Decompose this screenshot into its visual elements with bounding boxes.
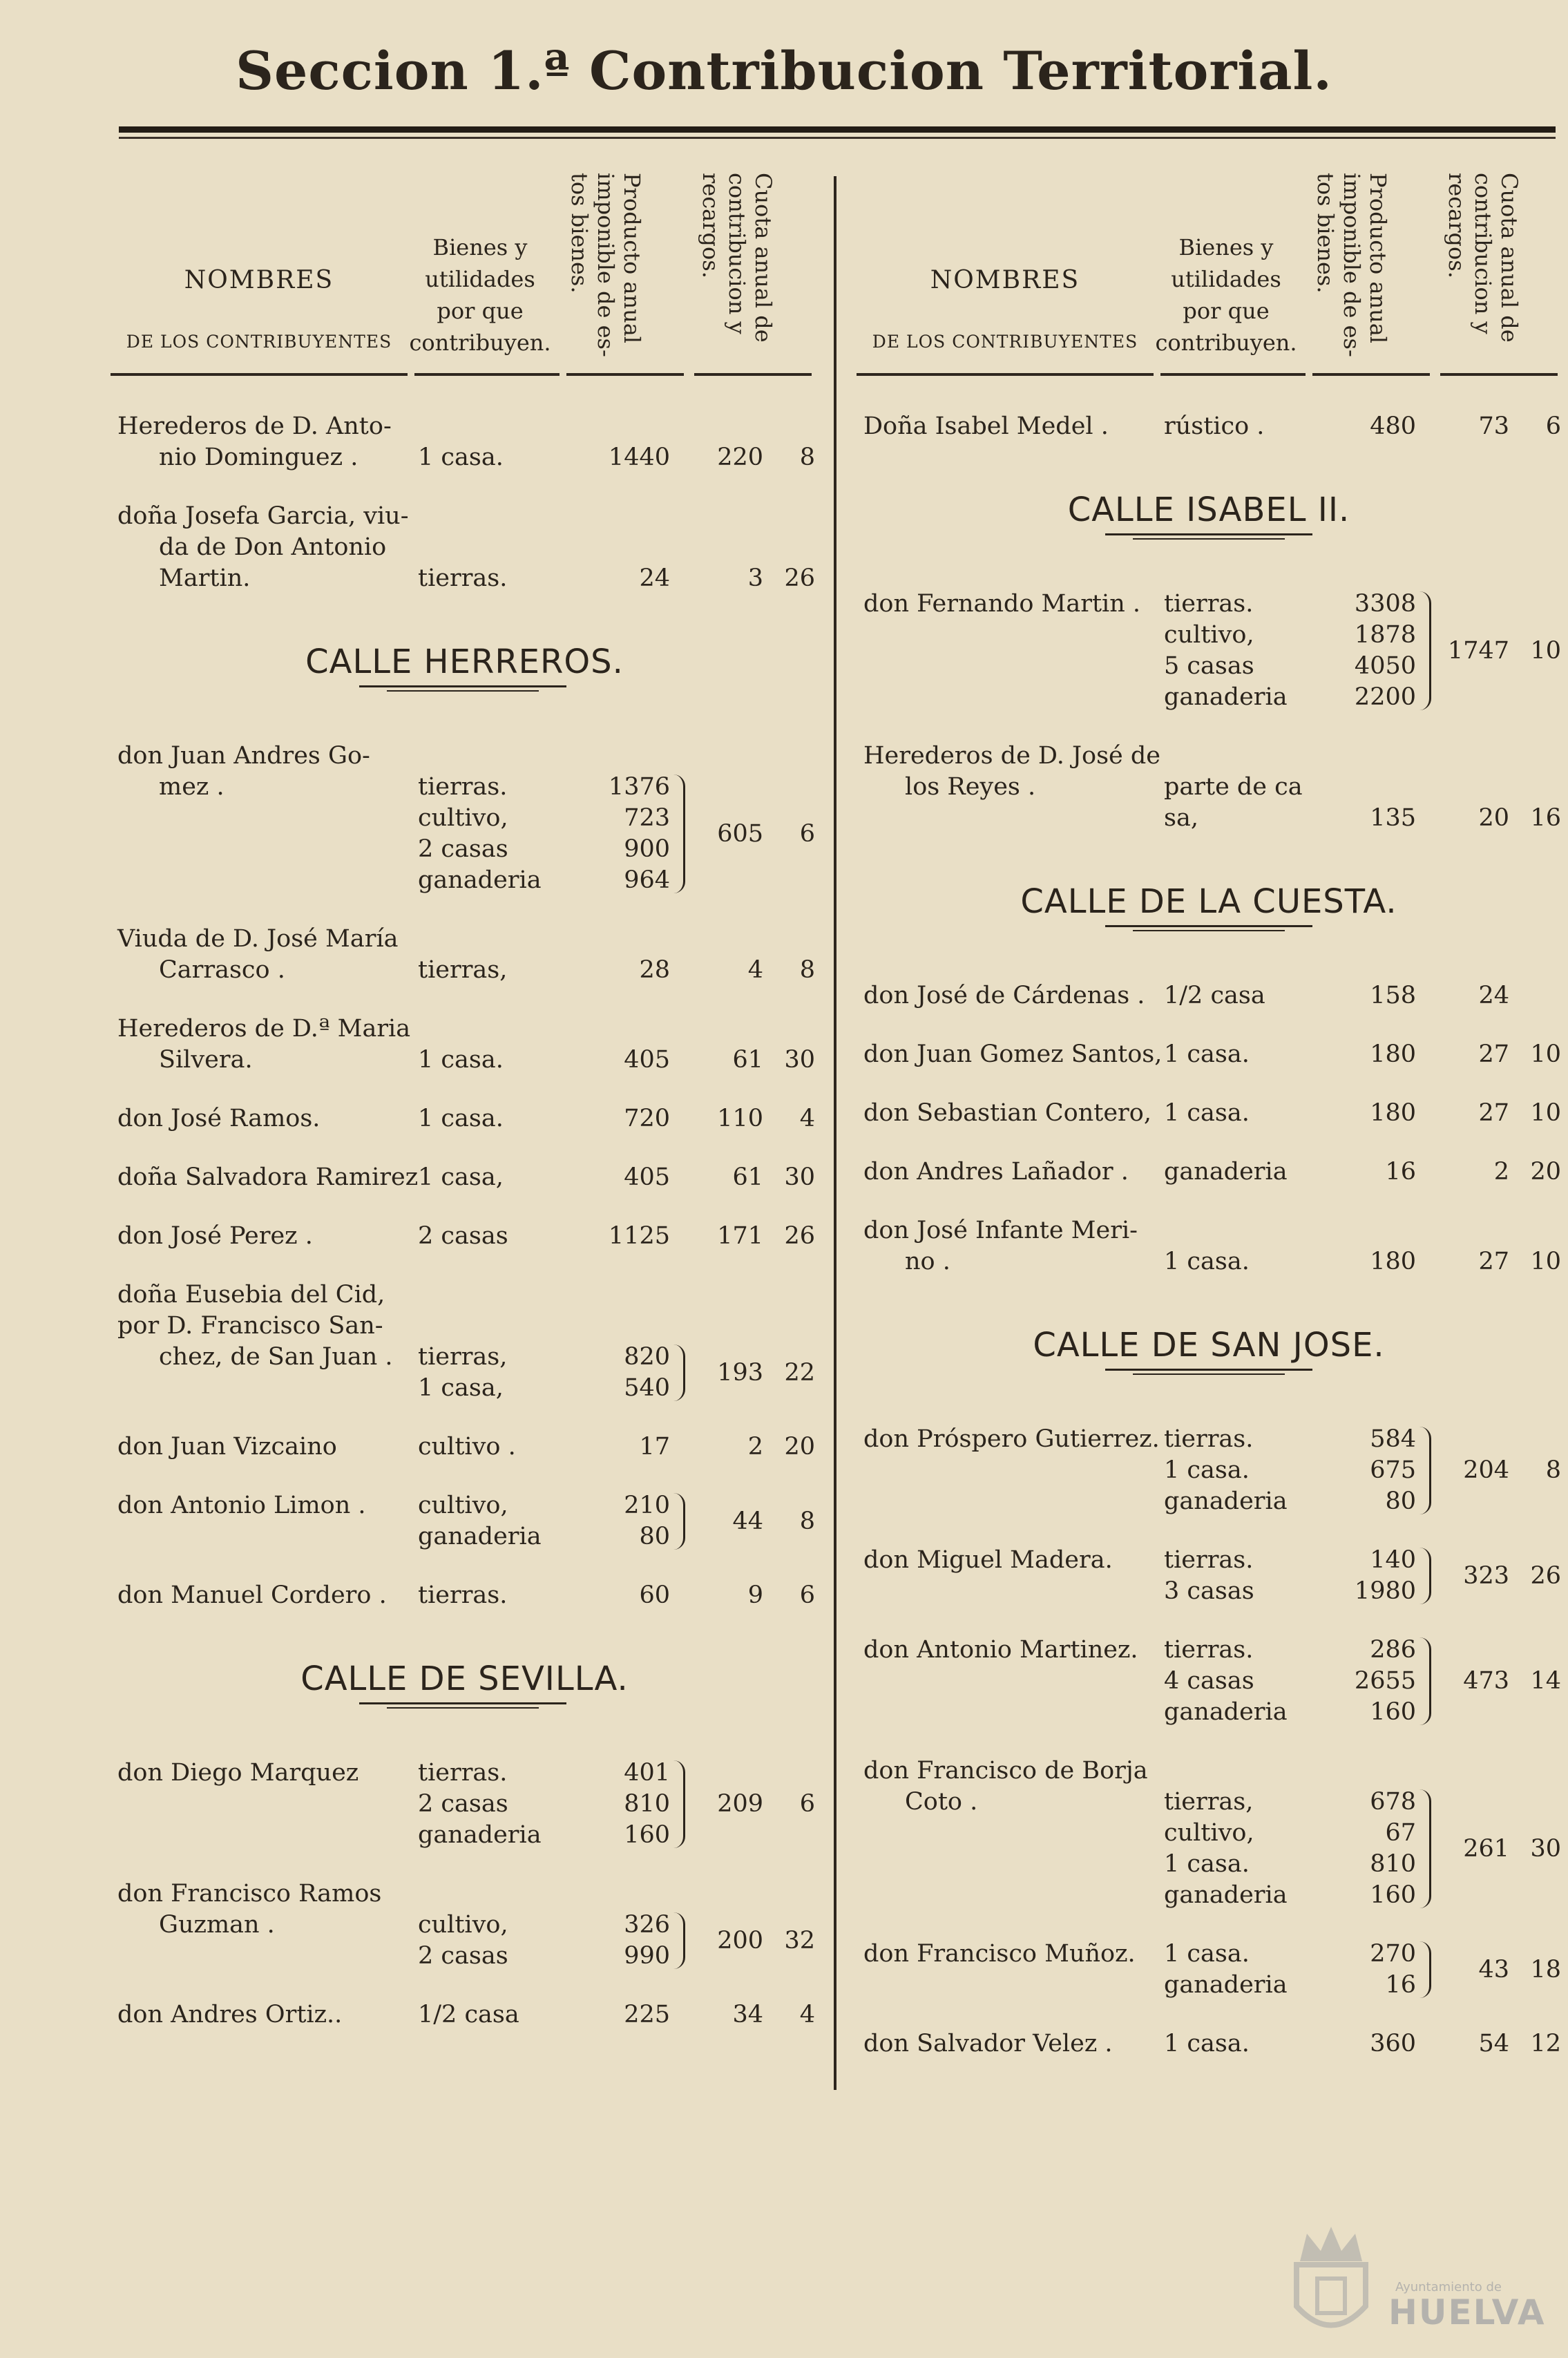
grouping-brace <box>1419 1548 1431 1604</box>
contributor-name-line: don Antonio Martinez. <box>863 1636 1138 1664</box>
contributor-name-line: nio Dominguez . <box>159 444 358 471</box>
street-rule <box>387 690 539 692</box>
producto-value: 180 <box>1370 1099 1416 1127</box>
contributor-name-line: Martin. <box>159 564 251 592</box>
cuota-value: 73 <box>1478 412 1509 440</box>
cuota-value: 34 <box>732 2001 763 2028</box>
contributor-name-line: doña Eusebia del Cid, <box>117 1281 385 1309</box>
street-heading: CALLE ISABEL II. <box>1067 491 1350 529</box>
producto-value: 584 <box>1370 1425 1416 1453</box>
goods-label: ganaderia <box>418 1523 542 1550</box>
cuota-cents: 30 <box>784 1046 815 1074</box>
contributor-name-line: Herederos de D.ª Maria <box>117 1015 411 1043</box>
producto-value: 820 <box>624 1343 670 1371</box>
producto-value: 3308 <box>1354 590 1416 618</box>
producto-value: 2200 <box>1354 683 1416 711</box>
goods-label: 1/2 casa <box>418 2001 519 2028</box>
producto-value: 210 <box>624 1492 670 1519</box>
goods-label: tierras. <box>1164 590 1254 618</box>
goods-label: ganaderia <box>1164 1698 1288 1726</box>
street-heading: CALLE DE SAN JOSE. <box>1033 1326 1385 1365</box>
cuota-value: 4 <box>747 956 763 984</box>
goods-label: ganaderia <box>1164 1881 1288 1909</box>
producto-value: 24 <box>639 564 670 592</box>
cuota-value: 1747 <box>1447 636 1509 665</box>
cuota-cents: 8 <box>799 956 815 984</box>
producto-value: 900 <box>624 835 670 863</box>
cuota-cents: 4 <box>799 1105 815 1132</box>
contributor-name-line: don Salvador Velez . <box>863 2030 1113 2057</box>
cuota-value: 2 <box>747 1433 763 1461</box>
goods-label: sa, <box>1164 804 1198 832</box>
cuota-value: 323 <box>1463 1561 1509 1590</box>
contributor-name-line: don José Perez . <box>117 1222 313 1250</box>
contributor-name-line: don Juan Vizcaino <box>117 1433 337 1461</box>
header-rule <box>414 373 560 376</box>
contributor-name-line: don Próspero Gutierrez. <box>863 1425 1160 1453</box>
producto-value: 80 <box>639 1523 670 1550</box>
goods-label: 4 casas <box>1164 1667 1254 1695</box>
producto-value: 1376 <box>608 773 670 801</box>
goods-label: 5 casas <box>1164 652 1254 680</box>
street-heading: CALLE DE LA CUESTA. <box>1020 882 1397 921</box>
cuota-cents: 6 <box>799 1581 815 1609</box>
street-rule <box>1105 1369 1312 1371</box>
cuota-value: 171 <box>717 1222 763 1250</box>
header-rule <box>566 373 684 376</box>
cuota-value: 473 <box>1463 1667 1509 1695</box>
contributor-name-line: Viuda de D. José María <box>117 925 399 953</box>
goods-label: tierras. <box>418 1581 508 1609</box>
street-rule <box>1105 925 1312 927</box>
cuota-cents: 30 <box>1530 1834 1561 1863</box>
header-rule <box>1312 373 1430 376</box>
goods-label: parte de ca <box>1164 773 1303 801</box>
goods-label: ganaderia <box>1164 1487 1288 1515</box>
goods-label: 1 casa. <box>1164 2030 1250 2057</box>
goods-label: cultivo . <box>418 1433 516 1461</box>
cuota-cents: 26 <box>784 564 815 592</box>
cuota-cents: 6 <box>799 819 815 848</box>
goods-label: 2 casas <box>418 835 508 863</box>
goods-label: ganaderia <box>1164 683 1288 711</box>
goods-label: ganaderia <box>1164 1158 1288 1186</box>
header-nombres-sub: DE LOS CONTRIBUYENTES <box>872 332 1138 352</box>
contributor-name-line: don Fernando Martin . <box>863 590 1140 618</box>
grouping-brace <box>1419 591 1431 710</box>
producto-value: 225 <box>624 2001 670 2028</box>
cuota-value: 44 <box>732 1507 763 1535</box>
goods-label: tierras. <box>418 773 508 801</box>
producto-value: 401 <box>624 1759 670 1787</box>
street-rule <box>1105 533 1312 535</box>
goods-label: 1 casa. <box>1164 1940 1250 1968</box>
contributor-name-line: los Reyes . <box>905 773 1036 801</box>
street-heading: CALLE HERREROS. <box>305 643 624 681</box>
cuota-value: 27 <box>1478 1040 1509 1068</box>
producto-value: 17 <box>639 1433 670 1461</box>
street-rule <box>387 1707 539 1709</box>
goods-label: tierras, <box>418 1343 508 1371</box>
cuota-cents: 8 <box>799 444 815 471</box>
street-rule <box>1133 930 1285 931</box>
contributor-name-line: Silvera. <box>159 1046 253 1074</box>
producto-value: 405 <box>624 1163 670 1191</box>
cuota-cents: 10 <box>1530 1040 1561 1068</box>
cuota-value: 204 <box>1463 1456 1509 1484</box>
title-rule-thin <box>119 137 1556 139</box>
goods-label: tierras, <box>1164 1788 1254 1816</box>
watermark-text: HUELVA <box>1388 2292 1546 2332</box>
contributor-name-line: mez . <box>159 773 224 801</box>
cuota-value: 9 <box>747 1581 763 1609</box>
street-rule <box>1133 538 1285 540</box>
goods-label: 2 casas <box>418 1790 508 1818</box>
city-crest-icon <box>1286 2223 1376 2344</box>
header-rule <box>1160 373 1306 376</box>
goods-label: 1 casa, <box>418 1163 504 1191</box>
contributor-name-line: don Francisco Muñoz. <box>863 1940 1136 1968</box>
producto-value: 810 <box>624 1790 670 1818</box>
producto-value: 678 <box>1370 1788 1416 1816</box>
contributor-name-line: don José de Cárdenas . <box>863 982 1145 1009</box>
cuota-cents: 16 <box>1530 804 1561 832</box>
contributor-name-line: Herederos de D. Anto- <box>117 412 392 440</box>
grouping-brace <box>673 1344 685 1401</box>
cuota-value: 27 <box>1478 1248 1509 1275</box>
contributor-name-line: don Antonio Limon . <box>117 1492 366 1519</box>
contributor-name-line: doña Salvadora Ramirez <box>117 1163 419 1191</box>
goods-label: cultivo, <box>418 1492 508 1519</box>
street-heading: CALLE DE SEVILLA. <box>300 1660 629 1698</box>
header-producto: Producto anual imponible de es-tos bienes. <box>566 173 645 357</box>
grouping-brace <box>673 1912 685 1969</box>
cuota-cents: 26 <box>784 1222 815 1250</box>
goods-label: 1 casa. <box>1164 1850 1250 1878</box>
producto-value: 540 <box>624 1374 670 1402</box>
producto-value: 405 <box>624 1046 670 1074</box>
goods-label: 1 casa. <box>418 444 504 471</box>
cuota-value: 605 <box>717 819 763 848</box>
producto-value: 480 <box>1370 412 1416 440</box>
cuota-cents: 6 <box>799 1790 815 1818</box>
contributor-name-line: no . <box>905 1248 950 1275</box>
cuota-cents: 10 <box>1530 1099 1561 1127</box>
producto-value: 16 <box>1385 1158 1416 1186</box>
contributor-name-line: Guzman . <box>159 1911 275 1939</box>
producto-value: 158 <box>1370 982 1416 1009</box>
producto-value: 286 <box>1370 1636 1416 1664</box>
right-column <box>857 159 1561 2093</box>
goods-label: 1 casa. <box>418 1046 504 1074</box>
goods-label: 1 casa. <box>1164 1456 1250 1484</box>
producto-value: 80 <box>1385 1487 1416 1515</box>
producto-value: 990 <box>624 1942 670 1970</box>
producto-value: 326 <box>624 1911 670 1939</box>
contributor-name-line: don Miguel Madera. <box>863 1546 1113 1574</box>
contributor-name-line: don José Ramos. <box>117 1105 321 1132</box>
contributor-name-line: don Francisco de Borja <box>863 1757 1148 1785</box>
grouping-brace <box>1419 1789 1431 1908</box>
goods-label: tierras. <box>1164 1425 1254 1453</box>
producto-value: 160 <box>1370 1881 1416 1909</box>
contributor-name-line: Coto . <box>905 1788 978 1816</box>
cuota-value: 43 <box>1478 1955 1509 1984</box>
grouping-brace <box>673 774 685 893</box>
contributor-name-line: don Francisco Ramos <box>117 1880 382 1908</box>
producto-value: 270 <box>1370 1940 1416 1968</box>
cuota-cents: 22 <box>784 1358 815 1387</box>
producto-value: 810 <box>1370 1850 1416 1878</box>
goods-label: tierras. <box>418 564 508 592</box>
cuota-cents: 6 <box>1545 412 1561 440</box>
cuota-value: 193 <box>717 1358 763 1387</box>
header-nombres: NOMBRES <box>930 266 1080 294</box>
header-nombres: NOMBRES <box>184 266 334 294</box>
contributor-name-line: Carrasco . <box>159 956 285 984</box>
producto-value: 140 <box>1370 1546 1416 1574</box>
goods-label: tierras. <box>1164 1636 1254 1664</box>
header-bienes: Bienes y utilidades por que contribuyen. <box>1155 234 1297 356</box>
goods-label: rústico . <box>1164 412 1265 440</box>
producto-value: 723 <box>624 804 670 832</box>
cuota-cents: 8 <box>1545 1456 1561 1484</box>
cuota-cents: 32 <box>784 1926 815 1955</box>
title-rule <box>119 126 1556 133</box>
cuota-value: 209 <box>717 1790 763 1818</box>
watermark-sub: Ayuntamiento de <box>1395 2280 1502 2294</box>
goods-label: ganaderia <box>418 866 542 894</box>
cuota-value: 24 <box>1478 982 1509 1009</box>
header-bienes: Bienes y utilidades por que contribuyen. <box>409 234 551 356</box>
goods-label: 1 casa. <box>1164 1040 1250 1068</box>
header-rule <box>857 373 1154 376</box>
cuota-value: 200 <box>717 1926 763 1955</box>
contributor-name-line: por D. Francisco San- <box>117 1312 383 1340</box>
goods-label: cultivo, <box>1164 1819 1254 1847</box>
goods-label: cultivo, <box>1164 621 1254 649</box>
grouping-brace <box>1419 1941 1431 1998</box>
cuota-cents: 18 <box>1530 1955 1561 1984</box>
contributor-name-line: chez, de San Juan . <box>159 1343 393 1371</box>
grouping-brace <box>673 1493 685 1550</box>
cuota-cents: 8 <box>799 1507 815 1535</box>
cuota-cents: 20 <box>1530 1158 1561 1186</box>
goods-label: 1 casa. <box>418 1105 504 1132</box>
contributor-name-line: don Andres Ortiz.. <box>117 2001 343 2028</box>
page-title: Seccion 1.ª Contribucion Territorial. <box>236 40 1332 102</box>
contributor-name-line: Herederos de D. José de <box>863 742 1161 770</box>
producto-value: 16 <box>1385 1971 1416 1999</box>
cuota-value: 27 <box>1478 1099 1509 1127</box>
cuota-cents: 20 <box>784 1433 815 1461</box>
header-rule <box>111 373 408 376</box>
cuota-cents: 12 <box>1530 2030 1561 2057</box>
contributor-name-line: don Diego Marquez <box>117 1759 359 1787</box>
producto-value: 60 <box>639 1581 670 1609</box>
column-header <box>111 159 819 380</box>
producto-value: 2655 <box>1354 1667 1416 1695</box>
column-header <box>857 159 1561 380</box>
goods-label: 1 casa. <box>1164 1248 1250 1275</box>
producto-value: 135 <box>1370 804 1416 832</box>
producto-value: 28 <box>639 956 670 984</box>
producto-value: 1125 <box>608 1222 670 1250</box>
producto-value: 160 <box>624 1821 670 1849</box>
cuota-cents: 10 <box>1530 1248 1561 1275</box>
header-cuota: Cuota anual de contribucion y recargos. <box>698 173 776 343</box>
cuota-cents: 4 <box>799 2001 815 2028</box>
goods-label: tierras. <box>1164 1546 1254 1574</box>
contributor-name-line: don Juan Andres Go- <box>117 742 370 770</box>
contributor-name-line: don Manuel Cordero . <box>117 1581 387 1609</box>
street-rule <box>359 685 566 687</box>
grouping-brace <box>1419 1637 1431 1725</box>
header-nombres-sub: DE LOS CONTRIBUYENTES <box>126 332 392 352</box>
goods-label: cultivo, <box>418 804 508 832</box>
street-rule <box>1133 1373 1285 1375</box>
contributor-name-line: don José Infante Meri- <box>863 1217 1138 1244</box>
cuota-value: 61 <box>732 1046 763 1074</box>
goods-label: 2 casas <box>418 1942 508 1970</box>
cuota-value: 220 <box>717 444 763 471</box>
header-rule <box>1440 373 1558 376</box>
goods-label: tierras. <box>418 1759 508 1787</box>
contributor-name-line: da de Don Antonio <box>159 533 387 561</box>
producto-value: 1878 <box>1354 621 1416 649</box>
cuota-value: 2 <box>1493 1158 1509 1186</box>
cuota-value: 261 <box>1463 1834 1509 1863</box>
header-producto: Producto anual imponible de es-tos bienes. <box>1312 173 1391 357</box>
goods-label: 2 casas <box>418 1222 508 1250</box>
producto-value: 675 <box>1370 1456 1416 1484</box>
goods-label: 1 casa. <box>1164 1099 1250 1127</box>
header-cuota: Cuota anual de contribucion y recargos. <box>1444 173 1522 343</box>
cuota-value: 61 <box>732 1163 763 1191</box>
cuota-value: 3 <box>747 564 763 592</box>
goods-label: 1/2 casa <box>1164 982 1265 1009</box>
cuota-value: 54 <box>1478 2030 1509 2057</box>
goods-label: 3 casas <box>1164 1577 1254 1605</box>
producto-value: 1980 <box>1354 1577 1416 1605</box>
grouping-brace <box>1419 1427 1431 1514</box>
contributor-name-line: don Juan Gomez Santos, <box>863 1040 1163 1068</box>
street-rule <box>359 1702 566 1704</box>
producto-value: 160 <box>1370 1698 1416 1726</box>
header-rule <box>694 373 812 376</box>
cuota-value: 110 <box>717 1105 763 1132</box>
goods-label: 1 casa, <box>418 1374 504 1402</box>
contributor-name-line: don Andres Lañador . <box>863 1158 1129 1186</box>
goods-label: ganaderia <box>418 1821 542 1849</box>
producto-value: 1440 <box>608 444 670 471</box>
cuota-value: 20 <box>1478 804 1509 832</box>
contributor-name-line: doña Josefa Garcia, viu- <box>117 502 409 530</box>
producto-value: 67 <box>1385 1819 1416 1847</box>
contributor-name-line: don Sebastian Contero, <box>863 1099 1151 1127</box>
cuota-cents: 14 <box>1530 1667 1561 1695</box>
grouping-brace <box>673 1760 685 1848</box>
producto-value: 4050 <box>1354 652 1416 680</box>
contributor-name-line: Doña Isabel Medel . <box>863 412 1109 440</box>
goods-label: tierras, <box>418 956 508 984</box>
producto-value: 360 <box>1370 2030 1416 2057</box>
producto-value: 964 <box>624 866 670 894</box>
producto-value: 180 <box>1370 1040 1416 1068</box>
left-column <box>111 159 819 2093</box>
cuota-cents: 30 <box>784 1163 815 1191</box>
producto-value: 720 <box>624 1105 670 1132</box>
cuota-cents: 26 <box>1530 1561 1561 1590</box>
producto-value: 180 <box>1370 1248 1416 1275</box>
goods-label: cultivo, <box>418 1911 508 1939</box>
goods-label: ganaderia <box>1164 1971 1288 1999</box>
cuota-cents: 10 <box>1530 636 1561 665</box>
column-divider <box>834 176 836 2090</box>
